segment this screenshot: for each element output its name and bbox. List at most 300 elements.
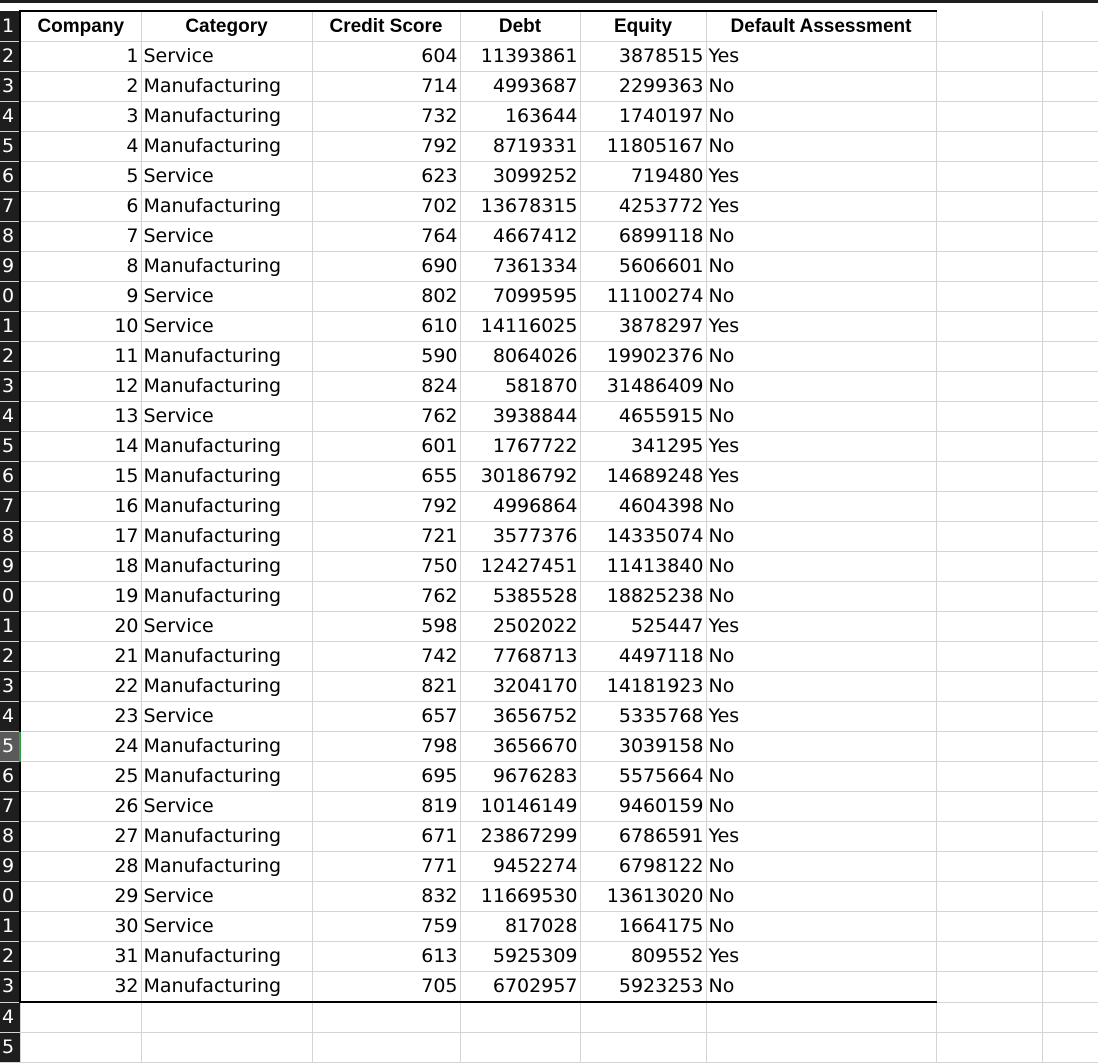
cell-debt[interactable]: 5925309: [460, 942, 580, 972]
row-header[interactable]: 0: [0, 882, 20, 912]
cell-default-assessment[interactable]: No: [706, 102, 936, 132]
cell-category[interactable]: Manufacturing: [141, 852, 312, 882]
row-header[interactable]: 5: [0, 432, 20, 462]
empty-cell[interactable]: [936, 552, 1042, 582]
row-header[interactable]: 1: [0, 612, 20, 642]
empty-cell[interactable]: [1042, 672, 1098, 702]
cell-category[interactable]: Manufacturing: [141, 432, 312, 462]
empty-cell[interactable]: [1042, 1033, 1098, 1063]
column-header-equity[interactable]: Equity: [580, 11, 706, 42]
empty-cell[interactable]: [1042, 11, 1098, 42]
empty-cell[interactable]: [936, 942, 1042, 972]
cell-category[interactable]: Service: [141, 402, 312, 432]
empty-cell[interactable]: [1042, 762, 1098, 792]
cell-credit-score[interactable]: 802: [312, 282, 460, 312]
cell-debt[interactable]: 3204170: [460, 672, 580, 702]
cell-equity[interactable]: 14181923: [580, 672, 706, 702]
empty-cell[interactable]: [936, 252, 1042, 282]
cell-category[interactable]: Manufacturing: [141, 642, 312, 672]
cell-category[interactable]: Manufacturing: [141, 762, 312, 792]
cell-debt[interactable]: 4993687: [460, 72, 580, 102]
empty-cell[interactable]: [936, 912, 1042, 942]
empty-cell[interactable]: [936, 582, 1042, 612]
cell-equity[interactable]: 19902376: [580, 342, 706, 372]
cell-category[interactable]: Service: [141, 912, 312, 942]
cell-company[interactable]: 23: [20, 702, 141, 732]
cell-debt[interactable]: 23867299: [460, 822, 580, 852]
cell-category[interactable]: Manufacturing: [141, 972, 312, 1003]
cell-category[interactable]: Manufacturing: [141, 552, 312, 582]
cell-category[interactable]: Service: [141, 612, 312, 642]
cell-default-assessment[interactable]: No: [706, 132, 936, 162]
cell-category[interactable]: Manufacturing: [141, 372, 312, 402]
cell-equity[interactable]: 341295: [580, 432, 706, 462]
cell-equity[interactable]: 6899118: [580, 222, 706, 252]
cell-credit-score[interactable]: 657: [312, 702, 460, 732]
empty-cell[interactable]: [1042, 132, 1098, 162]
empty-cell[interactable]: [20, 1002, 141, 1033]
empty-cell[interactable]: [936, 162, 1042, 192]
empty-cell[interactable]: [1042, 192, 1098, 222]
cell-default-assessment[interactable]: Yes: [706, 612, 936, 642]
cell-credit-score[interactable]: 598: [312, 612, 460, 642]
empty-cell[interactable]: [936, 1033, 1042, 1063]
cell-company[interactable]: 13: [20, 402, 141, 432]
cell-equity[interactable]: 6786591: [580, 822, 706, 852]
cell-credit-score[interactable]: 764: [312, 222, 460, 252]
empty-cell[interactable]: [312, 1033, 460, 1063]
cell-debt[interactable]: 14116025: [460, 312, 580, 342]
row-header[interactable]: 3: [0, 672, 20, 702]
cell-company[interactable]: 20: [20, 612, 141, 642]
row-header[interactable]: 8: [0, 822, 20, 852]
row-header[interactable]: 5: [0, 732, 20, 762]
cell-default-assessment[interactable]: Yes: [706, 192, 936, 222]
empty-cell[interactable]: [1042, 372, 1098, 402]
empty-cell[interactable]: [460, 1002, 580, 1033]
cell-default-assessment[interactable]: No: [706, 972, 936, 1003]
cell-credit-score[interactable]: 732: [312, 102, 460, 132]
row-header[interactable]: 2: [0, 42, 20, 72]
cell-company[interactable]: 9: [20, 282, 141, 312]
row-header[interactable]: 5: [0, 1033, 20, 1063]
empty-cell[interactable]: [460, 1033, 580, 1063]
cell-debt[interactable]: 7099595: [460, 282, 580, 312]
cell-default-assessment[interactable]: No: [706, 252, 936, 282]
cell-category[interactable]: Manufacturing: [141, 522, 312, 552]
empty-cell[interactable]: [1042, 312, 1098, 342]
cell-credit-score[interactable]: 613: [312, 942, 460, 972]
cell-equity[interactable]: 11413840: [580, 552, 706, 582]
cell-category[interactable]: Manufacturing: [141, 72, 312, 102]
cell-credit-score[interactable]: 821: [312, 672, 460, 702]
empty-cell[interactable]: [936, 11, 1042, 42]
cell-credit-score[interactable]: 762: [312, 582, 460, 612]
empty-cell[interactable]: [1042, 42, 1098, 72]
empty-cell[interactable]: [1042, 462, 1098, 492]
empty-cell[interactable]: [1042, 522, 1098, 552]
empty-cell[interactable]: [1042, 72, 1098, 102]
cell-equity[interactable]: 4604398: [580, 492, 706, 522]
cell-default-assessment[interactable]: Yes: [706, 312, 936, 342]
cell-debt[interactable]: 4996864: [460, 492, 580, 522]
cell-debt[interactable]: 9676283: [460, 762, 580, 792]
empty-cell[interactable]: [580, 1033, 706, 1063]
empty-cell[interactable]: [936, 702, 1042, 732]
row-header[interactable]: 8: [0, 222, 20, 252]
cell-default-assessment[interactable]: No: [706, 792, 936, 822]
row-header[interactable]: 6: [0, 762, 20, 792]
cell-equity[interactable]: 13613020: [580, 882, 706, 912]
row-header[interactable]: 6: [0, 162, 20, 192]
empty-cell[interactable]: [706, 1033, 936, 1063]
cell-company[interactable]: 7: [20, 222, 141, 252]
cell-debt[interactable]: 2502022: [460, 612, 580, 642]
cell-default-assessment[interactable]: No: [706, 732, 936, 762]
cell-company[interactable]: 14: [20, 432, 141, 462]
cell-debt[interactable]: 7768713: [460, 642, 580, 672]
cell-credit-score[interactable]: 610: [312, 312, 460, 342]
cell-category[interactable]: Manufacturing: [141, 672, 312, 702]
empty-cell[interactable]: [1042, 402, 1098, 432]
empty-cell[interactable]: [936, 732, 1042, 762]
cell-category[interactable]: Manufacturing: [141, 732, 312, 762]
cell-default-assessment[interactable]: Yes: [706, 702, 936, 732]
cell-debt[interactable]: 7361334: [460, 252, 580, 282]
cell-company[interactable]: 25: [20, 762, 141, 792]
cell-credit-score[interactable]: 819: [312, 792, 460, 822]
empty-cell[interactable]: [1042, 492, 1098, 522]
cell-credit-score[interactable]: 702: [312, 192, 460, 222]
empty-cell[interactable]: [1042, 642, 1098, 672]
cell-equity[interactable]: 719480: [580, 162, 706, 192]
cell-equity[interactable]: 3039158: [580, 732, 706, 762]
cell-company[interactable]: 10: [20, 312, 141, 342]
cell-credit-score[interactable]: 771: [312, 852, 460, 882]
cell-company[interactable]: 5: [20, 162, 141, 192]
cell-default-assessment[interactable]: Yes: [706, 942, 936, 972]
cell-company[interactable]: 11: [20, 342, 141, 372]
cell-default-assessment[interactable]: No: [706, 222, 936, 252]
cell-default-assessment[interactable]: No: [706, 882, 936, 912]
empty-cell[interactable]: [936, 522, 1042, 552]
cell-credit-score[interactable]: 714: [312, 72, 460, 102]
cell-equity[interactable]: 3878515: [580, 42, 706, 72]
empty-cell[interactable]: [1042, 732, 1098, 762]
cell-credit-score[interactable]: 792: [312, 492, 460, 522]
cell-company[interactable]: 17: [20, 522, 141, 552]
empty-cell[interactable]: [936, 462, 1042, 492]
cell-default-assessment[interactable]: No: [706, 492, 936, 522]
cell-credit-score[interactable]: 832: [312, 882, 460, 912]
empty-cell[interactable]: [936, 42, 1042, 72]
row-header[interactable]: 0: [0, 282, 20, 312]
row-header[interactable]: 6: [0, 462, 20, 492]
empty-cell[interactable]: [312, 1002, 460, 1033]
empty-cell[interactable]: [936, 852, 1042, 882]
cell-equity[interactable]: 11100274: [580, 282, 706, 312]
cell-company[interactable]: 24: [20, 732, 141, 762]
empty-cell[interactable]: [1042, 222, 1098, 252]
cell-credit-score[interactable]: 604: [312, 42, 460, 72]
cell-default-assessment[interactable]: No: [706, 372, 936, 402]
cell-category[interactable]: Service: [141, 702, 312, 732]
cell-equity[interactable]: 1740197: [580, 102, 706, 132]
empty-cell[interactable]: [706, 1002, 936, 1033]
row-header[interactable]: 9: [0, 552, 20, 582]
cell-equity[interactable]: 5575664: [580, 762, 706, 792]
empty-cell[interactable]: [936, 222, 1042, 252]
cell-company[interactable]: 26: [20, 792, 141, 822]
column-header-category[interactable]: Category: [141, 11, 312, 42]
cell-default-assessment[interactable]: No: [706, 522, 936, 552]
empty-cell[interactable]: [1042, 282, 1098, 312]
empty-cell[interactable]: [936, 192, 1042, 222]
cell-default-assessment[interactable]: No: [706, 912, 936, 942]
row-header[interactable]: 2: [0, 342, 20, 372]
cell-credit-score[interactable]: 792: [312, 132, 460, 162]
empty-cell[interactable]: [1042, 852, 1098, 882]
cell-default-assessment[interactable]: No: [706, 582, 936, 612]
row-header[interactable]: 4: [0, 702, 20, 732]
empty-cell[interactable]: [20, 1033, 141, 1063]
empty-cell[interactable]: [1042, 612, 1098, 642]
cell-equity[interactable]: 14335074: [580, 522, 706, 552]
cell-debt[interactable]: 581870: [460, 372, 580, 402]
cell-credit-score[interactable]: 750: [312, 552, 460, 582]
cell-debt[interactable]: 30186792: [460, 462, 580, 492]
cell-default-assessment[interactable]: No: [706, 552, 936, 582]
row-header[interactable]: 7: [0, 492, 20, 522]
cell-debt[interactable]: 3938844: [460, 402, 580, 432]
cell-category[interactable]: Manufacturing: [141, 462, 312, 492]
cell-equity[interactable]: 4655915: [580, 402, 706, 432]
cell-credit-score[interactable]: 762: [312, 402, 460, 432]
cell-company[interactable]: 27: [20, 822, 141, 852]
empty-cell[interactable]: [936, 372, 1042, 402]
cell-company[interactable]: 22: [20, 672, 141, 702]
cell-debt[interactable]: 3656670: [460, 732, 580, 762]
column-header-company[interactable]: Company: [20, 11, 141, 42]
empty-cell[interactable]: [1042, 102, 1098, 132]
empty-cell[interactable]: [936, 792, 1042, 822]
cell-equity[interactable]: 9460159: [580, 792, 706, 822]
cell-equity[interactable]: 18825238: [580, 582, 706, 612]
cell-credit-score[interactable]: 705: [312, 972, 460, 1003]
cell-credit-score[interactable]: 824: [312, 372, 460, 402]
cell-equity[interactable]: 5606601: [580, 252, 706, 282]
cell-equity[interactable]: 14689248: [580, 462, 706, 492]
row-header[interactable]: 4: [0, 102, 20, 132]
cell-credit-score[interactable]: 695: [312, 762, 460, 792]
cell-category[interactable]: Service: [141, 312, 312, 342]
cell-category[interactable]: Service: [141, 42, 312, 72]
cell-category[interactable]: Manufacturing: [141, 252, 312, 282]
cell-company[interactable]: 32: [20, 972, 141, 1003]
cell-default-assessment[interactable]: No: [706, 762, 936, 792]
cell-debt[interactable]: 10146149: [460, 792, 580, 822]
cell-credit-score[interactable]: 742: [312, 642, 460, 672]
cell-company[interactable]: 28: [20, 852, 141, 882]
cell-company[interactable]: 21: [20, 642, 141, 672]
cell-company[interactable]: 19: [20, 582, 141, 612]
row-header[interactable]: 9: [0, 852, 20, 882]
row-header[interactable]: 3: [0, 72, 20, 102]
cell-default-assessment[interactable]: No: [706, 282, 936, 312]
row-header[interactable]: 2: [0, 942, 20, 972]
empty-cell[interactable]: [1042, 252, 1098, 282]
cell-company[interactable]: 6: [20, 192, 141, 222]
row-header[interactable]: 7: [0, 192, 20, 222]
empty-cell[interactable]: [936, 642, 1042, 672]
row-header[interactable]: 0: [0, 582, 20, 612]
cell-credit-score[interactable]: 655: [312, 462, 460, 492]
empty-cell[interactable]: [936, 492, 1042, 522]
cell-equity[interactable]: 5923253: [580, 972, 706, 1003]
cell-company[interactable]: 4: [20, 132, 141, 162]
cell-default-assessment[interactable]: No: [706, 642, 936, 672]
empty-cell[interactable]: [1042, 882, 1098, 912]
cell-company[interactable]: 29: [20, 882, 141, 912]
row-header[interactable]: 8: [0, 522, 20, 552]
cell-debt[interactable]: 6702957: [460, 972, 580, 1003]
empty-cell[interactable]: [936, 312, 1042, 342]
empty-cell[interactable]: [1042, 552, 1098, 582]
empty-cell[interactable]: [1042, 162, 1098, 192]
column-header-credit-score[interactable]: Credit Score: [312, 11, 460, 42]
cell-credit-score[interactable]: 721: [312, 522, 460, 552]
cell-debt[interactable]: 9452274: [460, 852, 580, 882]
empty-cell[interactable]: [580, 1002, 706, 1033]
empty-cell[interactable]: [1042, 942, 1098, 972]
cell-debt[interactable]: 163644: [460, 102, 580, 132]
cell-credit-score[interactable]: 601: [312, 432, 460, 462]
empty-cell[interactable]: [1042, 432, 1098, 462]
empty-cell[interactable]: [1042, 912, 1098, 942]
cell-debt[interactable]: 12427451: [460, 552, 580, 582]
empty-cell[interactable]: [1042, 1002, 1098, 1033]
cell-debt[interactable]: 1767722: [460, 432, 580, 462]
cell-equity[interactable]: 4497118: [580, 642, 706, 672]
cell-default-assessment[interactable]: Yes: [706, 42, 936, 72]
cell-company[interactable]: 3: [20, 102, 141, 132]
empty-cell[interactable]: [936, 972, 1042, 1003]
cell-category[interactable]: Service: [141, 282, 312, 312]
empty-cell[interactable]: [936, 342, 1042, 372]
row-header[interactable]: 2: [0, 642, 20, 672]
cell-category[interactable]: Service: [141, 882, 312, 912]
cell-category[interactable]: Manufacturing: [141, 132, 312, 162]
cell-equity[interactable]: 5335768: [580, 702, 706, 732]
cell-company[interactable]: 1: [20, 42, 141, 72]
column-header-debt[interactable]: Debt: [460, 11, 580, 42]
cell-category[interactable]: Manufacturing: [141, 822, 312, 852]
column-header-default-assessment[interactable]: Default Assessment: [706, 11, 936, 42]
empty-cell[interactable]: [141, 1002, 312, 1033]
row-header[interactable]: 4: [0, 402, 20, 432]
cell-default-assessment[interactable]: No: [706, 402, 936, 432]
empty-cell[interactable]: [936, 822, 1042, 852]
cell-debt[interactable]: 817028: [460, 912, 580, 942]
row-header[interactable]: 1: [0, 11, 20, 42]
cell-debt[interactable]: 11393861: [460, 42, 580, 72]
cell-company[interactable]: 16: [20, 492, 141, 522]
cell-company[interactable]: 18: [20, 552, 141, 582]
row-header[interactable]: 3: [0, 372, 20, 402]
cell-default-assessment[interactable]: No: [706, 852, 936, 882]
cell-equity[interactable]: 4253772: [580, 192, 706, 222]
row-header[interactable]: 7: [0, 792, 20, 822]
empty-cell[interactable]: [1042, 792, 1098, 822]
cell-credit-score[interactable]: 759: [312, 912, 460, 942]
empty-cell[interactable]: [936, 432, 1042, 462]
cell-company[interactable]: 30: [20, 912, 141, 942]
empty-cell[interactable]: [936, 102, 1042, 132]
cell-debt[interactable]: 3099252: [460, 162, 580, 192]
cell-debt[interactable]: 3577376: [460, 522, 580, 552]
empty-cell[interactable]: [936, 1002, 1042, 1033]
cell-debt[interactable]: 5385528: [460, 582, 580, 612]
cell-category[interactable]: Manufacturing: [141, 942, 312, 972]
cell-category[interactable]: Manufacturing: [141, 192, 312, 222]
cell-credit-score[interactable]: 590: [312, 342, 460, 372]
cell-debt[interactable]: 11669530: [460, 882, 580, 912]
cell-default-assessment[interactable]: Yes: [706, 462, 936, 492]
empty-cell[interactable]: [1042, 822, 1098, 852]
cell-equity[interactable]: 2299363: [580, 72, 706, 102]
cell-default-assessment[interactable]: Yes: [706, 822, 936, 852]
cell-default-assessment[interactable]: No: [706, 72, 936, 102]
cell-category[interactable]: Manufacturing: [141, 342, 312, 372]
empty-cell[interactable]: [936, 132, 1042, 162]
row-header[interactable]: 9: [0, 252, 20, 282]
cell-equity[interactable]: 3878297: [580, 312, 706, 342]
empty-cell[interactable]: [1042, 702, 1098, 732]
empty-cell[interactable]: [1042, 342, 1098, 372]
cell-credit-score[interactable]: 671: [312, 822, 460, 852]
cell-category[interactable]: Service: [141, 162, 312, 192]
cell-debt[interactable]: 3656752: [460, 702, 580, 732]
cell-equity[interactable]: 11805167: [580, 132, 706, 162]
cell-company[interactable]: 31: [20, 942, 141, 972]
cell-company[interactable]: 2: [20, 72, 141, 102]
empty-cell[interactable]: [141, 1033, 312, 1063]
empty-cell[interactable]: [1042, 972, 1098, 1003]
cell-debt[interactable]: 8719331: [460, 132, 580, 162]
cell-category[interactable]: Manufacturing: [141, 102, 312, 132]
cell-equity[interactable]: 31486409: [580, 372, 706, 402]
empty-cell[interactable]: [936, 402, 1042, 432]
cell-equity[interactable]: 525447: [580, 612, 706, 642]
row-header[interactable]: 4: [0, 1002, 20, 1033]
row-header[interactable]: 1: [0, 312, 20, 342]
empty-cell[interactable]: [936, 762, 1042, 792]
cell-equity[interactable]: 809552: [580, 942, 706, 972]
cell-equity[interactable]: 6798122: [580, 852, 706, 882]
cell-credit-score[interactable]: 798: [312, 732, 460, 762]
row-header[interactable]: 1: [0, 912, 20, 942]
empty-cell[interactable]: [936, 72, 1042, 102]
cell-company[interactable]: 8: [20, 252, 141, 282]
cell-equity[interactable]: 1664175: [580, 912, 706, 942]
cell-category[interactable]: Manufacturing: [141, 492, 312, 522]
cell-category[interactable]: Service: [141, 792, 312, 822]
cell-default-assessment[interactable]: No: [706, 672, 936, 702]
empty-cell[interactable]: [936, 882, 1042, 912]
empty-cell[interactable]: [936, 282, 1042, 312]
empty-cell[interactable]: [1042, 582, 1098, 612]
cell-debt[interactable]: 13678315: [460, 192, 580, 222]
